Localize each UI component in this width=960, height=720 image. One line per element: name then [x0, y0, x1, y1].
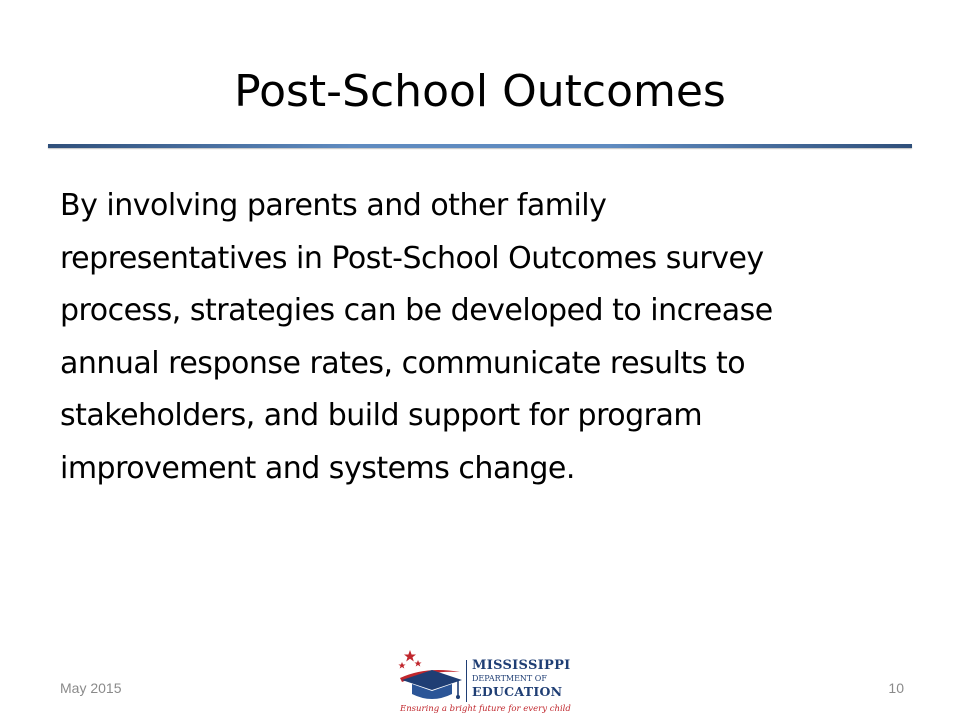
body-line: annual response rates, communicate results to — [60, 345, 746, 381]
body-line: process, strategies can be developed to increase — [60, 293, 773, 328]
star-icon — [414, 660, 421, 667]
slide-body — [60, 180, 910, 495]
footer-date: May 2015 — [60, 680, 122, 696]
star-icon — [404, 650, 416, 662]
logo-text-line2: DEPARTMENT OF — [472, 674, 547, 683]
mde-logo — [396, 646, 571, 716]
logo-emblem — [396, 648, 466, 706]
body-line: By involving parents and other family — [60, 188, 607, 223]
logo-text-line1: MISSISSIPPI — [472, 658, 571, 673]
star-icon — [398, 662, 405, 669]
body-line: representatives in Post-School Outcomes survey — [60, 240, 764, 276]
logo-text-line3: EDUCATION — [472, 684, 563, 699]
body-line: stakeholders, and build support for program — [60, 398, 703, 433]
logo-divider — [466, 660, 467, 702]
logo-tagline: Ensuring a bright future for every child — [400, 704, 571, 714]
title-underline — [48, 144, 912, 148]
page-number: 10 — [888, 680, 904, 696]
slide-title: Post-School Outcomes — [234, 66, 726, 117]
body-line: improvement and systems change. — [60, 450, 575, 486]
